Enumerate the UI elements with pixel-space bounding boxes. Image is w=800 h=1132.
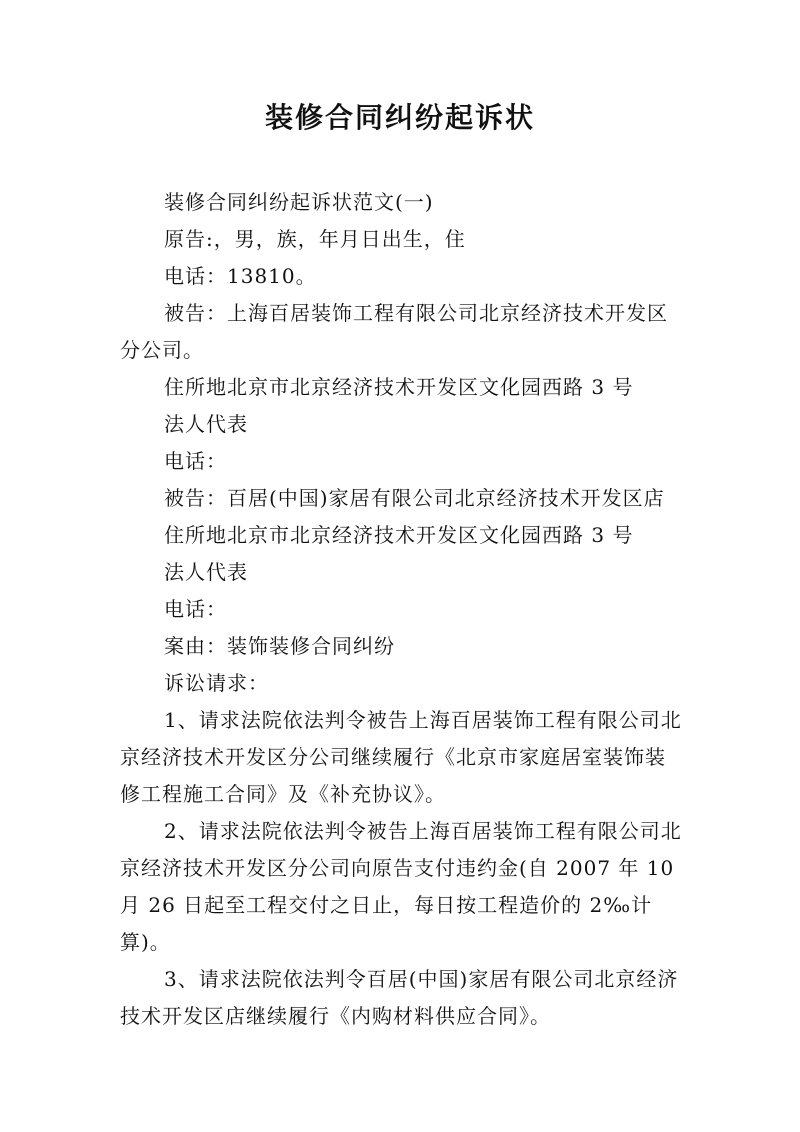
paragraph-defendant-2-phone: 电话：	[164, 597, 227, 621]
paragraph-defendant-1-phone: 电话：	[164, 449, 227, 473]
paragraph-defendant-1-address: 住所地北京市北京经济技术开发区文化园西路 3 号	[164, 375, 634, 399]
paragraph-defendant-1: 被告：上海百居装饰工程有限公司北京经济技术开发区分公司。	[120, 301, 668, 362]
paragraph-claim-1: 1、请求法院依法判令被告上海百居装饰工程有限公司北京经济技术开发区分公司继续履行《北京市家庭居室装饰装修工程施工合同》及《补充协议》。	[120, 708, 682, 806]
paragraph-defendant-2-address: 住所地北京市北京经济技术开发区文化园西路 3 号	[164, 523, 634, 547]
paragraph-claims-heading: 诉讼请求：	[164, 671, 269, 695]
paragraph-defendant-2-legal-rep: 法人代表	[164, 560, 248, 584]
paragraph-plaintiff: 原告:，男，族，年月日出生，住	[164, 227, 466, 251]
paragraph-plaintiff-phone: 电话：13810。	[164, 264, 317, 288]
paragraph-subtitle: 装修合同纠纷起诉状范文(一)	[164, 190, 434, 214]
paragraph-claim-3: 3、请求法院依法判令百居(中国)家居有限公司北京经济技术开发区店继续履行《内购材料供应合同》。	[120, 967, 679, 1028]
paragraph-defendant-1-legal-rep: 法人代表	[164, 412, 248, 436]
paragraph-defendant-2: 被告：百居(中国)家居有限公司北京经济技术开发区店	[164, 486, 665, 510]
paragraph-claim-2: 2、请求法院依法判令被告上海百居装饰工程有限公司北京经济技术开发区分公司向原告支付违约金(自 2007 年 10 月 26 日起至工程交付之日止，每日按工程造价的 2‰计算)。	[120, 819, 682, 954]
document-body	[120, 184, 684, 1035]
paragraph-cause: 案由：装饰装修合同纠纷	[164, 634, 395, 658]
document-title: 装修合同纠纷起诉状	[264, 101, 535, 134]
